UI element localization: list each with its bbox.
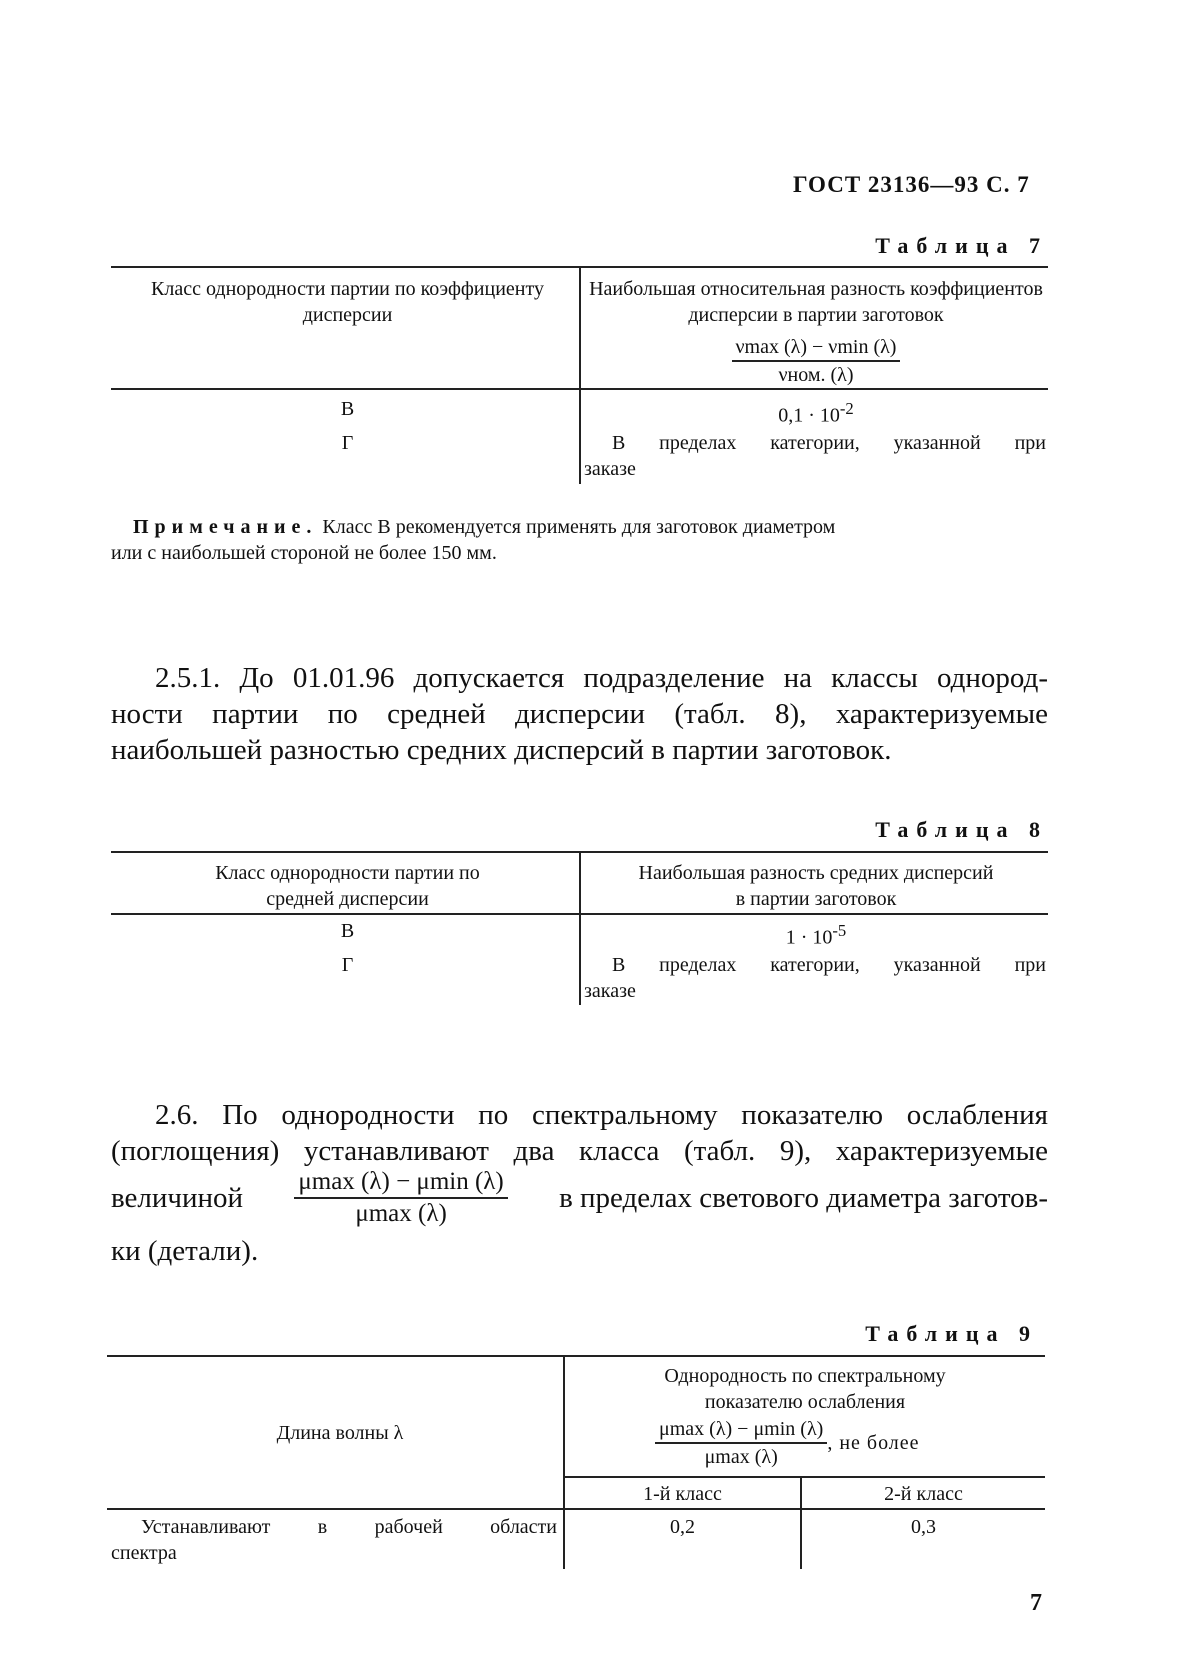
para-2-6-line2: (поглощения) устанавливают два класса (табл. 9), характеризуемые [111, 1135, 1048, 1167]
table7-caption: Таблица 7 [875, 233, 1048, 258]
document-header: ГОСТ 23136—93 С. 7 [793, 172, 1030, 197]
table9-formula [655, 1416, 1045, 1470]
table9-caption: Таблица 9 [865, 1321, 1038, 1346]
table9-subheader-class2: 2-й класс [884, 1483, 963, 1505]
table9-col2-header-line2: показателю ослабления [704, 1391, 906, 1413]
table8-col2-header-line1: Наибольшая разность средних дисперсий [638, 862, 994, 884]
table7-col1-header: Класс однородности партии по коэффициенту дисперсии [151, 278, 544, 326]
table8-col1-header-line2: средней дисперсии [266, 888, 429, 910]
para-2-6-formula-numerator: μmax (λ) − μmin (λ) [294, 1167, 507, 1199]
table7-formula-numerator: νmax (λ) − νmin (λ) [732, 334, 901, 362]
page-number: 7 [1030, 1590, 1042, 1616]
table9-formula-suffix: , не более [827, 1432, 920, 1454]
table8-header-rule [111, 913, 1048, 915]
para-2-6-formula-denominator: μmax (λ) [355, 1200, 447, 1227]
table8-row1-value: $1 \cdot 10^{-5}$ [785, 921, 847, 949]
para-2-6-line3 [111, 1166, 1048, 1230]
table8-col1-header-line1: Класс однородности партии по [215, 862, 480, 884]
table8-caption: Таблица 8 [875, 817, 1048, 842]
table7-header-rule [111, 388, 1048, 390]
table7-row1-class: В [340, 398, 355, 420]
table7-row2-value-line1: В пределах категории, указанной при [612, 432, 1046, 454]
table7-formula-denominator: νном. (λ) [778, 364, 854, 386]
para-2-5-1-line2: ности партии по средней дисперсии (табл. 8), характеризуемые [111, 698, 1048, 730]
table8-row2-class: Г [341, 954, 354, 976]
table8-row1-class: В [340, 920, 355, 942]
table9-formula-numerator: μmax (λ) − μmin (λ) [655, 1416, 827, 1444]
para-2-6-formula [294, 1167, 507, 1229]
table9-value-class2: 0,3 [911, 1516, 936, 1538]
table9-top-rule [107, 1355, 1045, 1357]
para-2-5-1-line1: 2.5.1. До 01.01.96 допускается подразделение на классы однород- [155, 662, 1048, 694]
table7-column-divider [579, 266, 581, 484]
table9-row-label-line2: спектра [111, 1542, 177, 1564]
table8-row2-value-line2: заказе [584, 980, 636, 1002]
table7-col2-header: Наибольшая относительная разность коэффициентов дисперсии в партии заготовок [589, 278, 1043, 326]
table7-row1-exponent: -2 [839, 399, 854, 418]
table8-row1-exponent: -5 [832, 921, 847, 940]
table7-row2-class: Г [341, 432, 354, 454]
table7-formula [586, 334, 1046, 388]
note-text-line2: или с наибольшей стороной не более 150 мм. [111, 542, 497, 564]
table9-subheader-rule [563, 1476, 1045, 1478]
note-line1 [133, 514, 1048, 540]
table9-col1-header: Длина волны λ [276, 1422, 404, 1444]
para-2-6-line3-pre: величиной [111, 1182, 244, 1214]
table9-formula-denominator: μmax (λ) [704, 1446, 778, 1468]
para-2-5-1-line3: наибольшей разностью средних дисперсий в партии заготовок. [111, 734, 892, 766]
table9-value-class1: 0,2 [670, 1516, 695, 1538]
note-label: Примечание. [133, 516, 318, 538]
note-text-line1: Класс В рекомендуется применять для заготовок диаметром [322, 516, 836, 538]
table9-subheader-class1: 1-й класс [643, 1483, 722, 1505]
table7-row2-value-line2: заказе [584, 458, 636, 480]
table8-row2-value-line1: В пределах категории, указанной при [612, 954, 1046, 976]
table7-row1-value: $0,1 \cdot 10^{-2}$ [778, 399, 854, 427]
table9-col2-header-line1: Однородность по спектральному [664, 1365, 946, 1387]
table9-header-rule [107, 1508, 1045, 1510]
para-2-6-line1: 2.6. По однородности по спектральному показателю ослабления [155, 1099, 1048, 1131]
table9-row-label-line1: Устанавливают в рабочей области [141, 1516, 557, 1538]
table8-column-divider [579, 851, 581, 1005]
para-2-6-line4: ки (детали). [111, 1235, 259, 1267]
table8-col2-header-line2: в партии заготовок [735, 888, 897, 910]
para-2-6-line3-post: в пределах светового диаметра заготов- [559, 1182, 1048, 1214]
